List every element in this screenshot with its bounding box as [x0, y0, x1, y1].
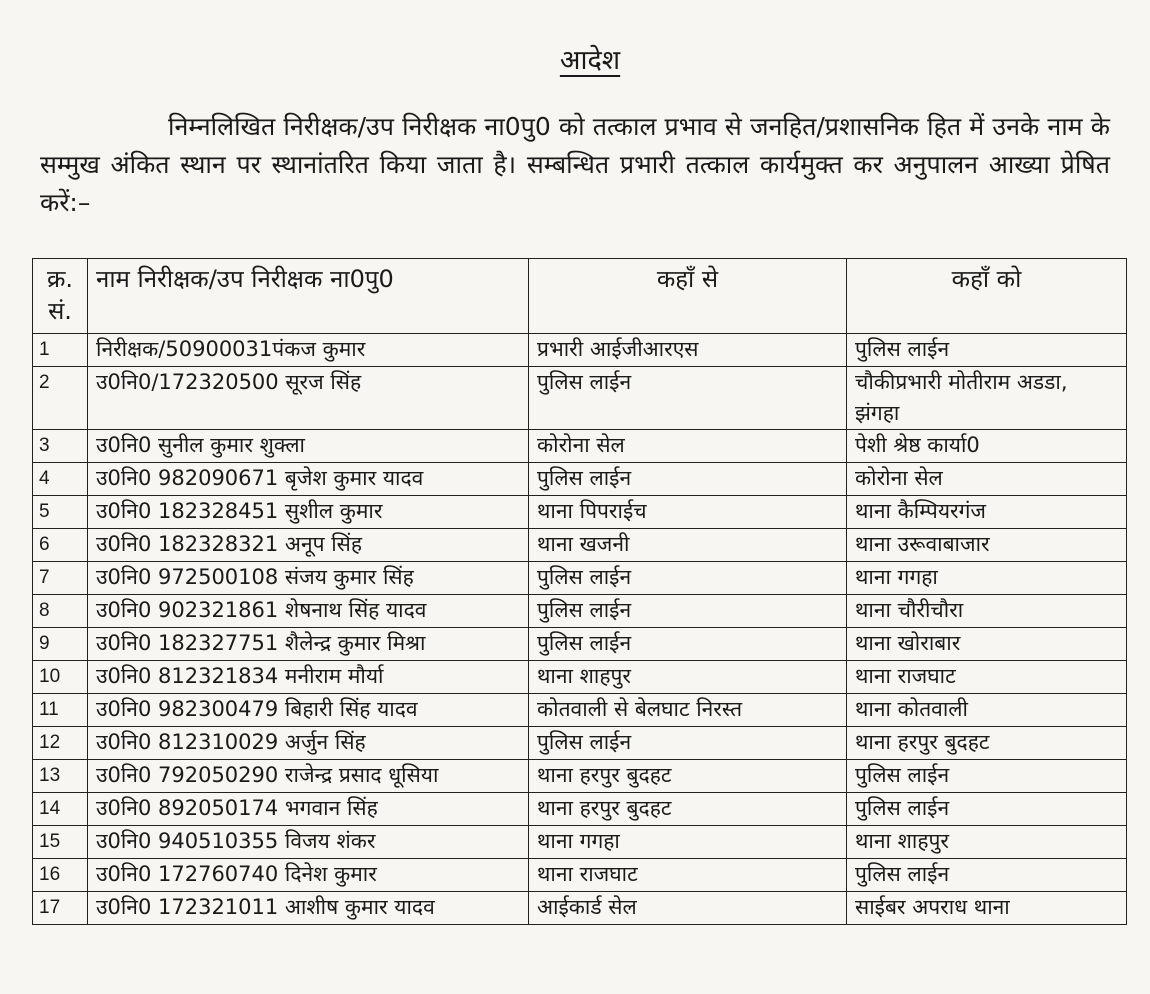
from-cell: प्रभारी आईजीआरएस: [529, 334, 847, 367]
from-cell: पुलिस लाईन: [529, 727, 847, 760]
to-cell: थाना हरपुर बुदहट: [847, 727, 1127, 760]
serial-cell: 5: [33, 496, 88, 529]
name-cell: उ0नि0 182328321 अनूप सिंह: [88, 529, 529, 562]
to-cell: थाना शाहपुर: [847, 826, 1127, 859]
name-cell: उ0नि0 812310029 अर्जुन सिंह: [88, 727, 529, 760]
from-cell: थाना शाहपुर: [529, 661, 847, 694]
to-cell: साईबर अपराध थाना: [847, 892, 1127, 925]
table-row: [33, 727, 1127, 760]
serial-cell: 9: [33, 628, 88, 661]
from-cell: पुलिस लाईन: [529, 463, 847, 496]
from-cell: थाना हरपुर बुदहट: [529, 793, 847, 826]
from-cell: थाना हरपुर बुदहट: [529, 760, 847, 793]
table-row: [33, 661, 1127, 694]
table-row: [33, 694, 1127, 727]
name-cell: उ0नि0 892050174 भगवान सिंह: [88, 793, 529, 826]
name-cell: उ0नि0 982090671 बृजेश कुमार यादव: [88, 463, 529, 496]
table-row: [33, 529, 1127, 562]
serial-cell: 1: [33, 334, 88, 367]
to-cell: कोरोना सेल: [847, 463, 1127, 496]
table-row: [33, 793, 1127, 826]
to-cell: थाना उरूवाबाजार: [847, 529, 1127, 562]
name-cell: उ0नि0 940510355 विजय शंकर: [88, 826, 529, 859]
header-serial: क्र. सं.: [33, 259, 88, 334]
from-cell: पुलिस लाईन: [529, 628, 847, 661]
serial-cell: 6: [33, 529, 88, 562]
serial-cell: 3: [33, 430, 88, 463]
serial-cell: 7: [33, 562, 88, 595]
table-row: [33, 859, 1127, 892]
header-from: कहाँ से: [529, 259, 847, 334]
table-row: [33, 826, 1127, 859]
from-cell: पुलिस लाईन: [529, 367, 847, 430]
from-cell: कोतवाली से बेलघाट निरस्त: [529, 694, 847, 727]
serial-cell: 11: [33, 694, 88, 727]
from-cell: थाना गगहा: [529, 826, 847, 859]
table-body: [33, 334, 1127, 925]
name-cell: उ0नि0 982300479 बिहारी सिंह यादव: [88, 694, 529, 727]
to-cell: थाना कैम्पियरगंज: [847, 496, 1127, 529]
table-row: [33, 628, 1127, 661]
serial-cell: 13: [33, 760, 88, 793]
table-row: [33, 595, 1127, 628]
page-title: आदेश: [559, 45, 621, 76]
name-cell: उ0नि0 792050290 राजेन्द्र प्रसाद धूसिया: [88, 760, 529, 793]
table-row: [33, 463, 1127, 496]
table-row: [33, 430, 1127, 463]
table-row: [33, 562, 1127, 595]
table-row: [33, 334, 1127, 367]
to-cell: थाना गगहा: [847, 562, 1127, 595]
serial-cell: 15: [33, 826, 88, 859]
table-header-row: [33, 259, 1127, 334]
serial-cell: 16: [33, 859, 88, 892]
serial-cell: 14: [33, 793, 88, 826]
table-row: [33, 496, 1127, 529]
from-cell: थाना पिपराईच: [529, 496, 847, 529]
to-cell: पेशी श्रेष्ठ कार्या0: [847, 430, 1127, 463]
name-cell: उ0नि0 182327751 शैलेन्द्र कुमार मिश्रा: [88, 628, 529, 661]
name-cell: उ0नि0 972500108 संजय कुमार सिंह: [88, 562, 529, 595]
name-cell: उ0नि0/172320500 सूरज सिंह: [88, 367, 529, 430]
from-cell: पुलिस लाईन: [529, 595, 847, 628]
from-cell: थाना खजनी: [529, 529, 847, 562]
name-cell: उ0नि0 182328451 सुशील कुमार: [88, 496, 529, 529]
name-cell: उ0नि0 902321861 शेषनाथ सिंह यादव: [88, 595, 529, 628]
from-cell: कोरोना सेल: [529, 430, 847, 463]
serial-cell: 17: [33, 892, 88, 925]
header-to: कहाँ को: [847, 259, 1127, 334]
to-cell: पुलिस लाईन: [847, 793, 1127, 826]
order-paragraph: निम्नलिखित निरीक्षक/उप निरीक्षक ना0पु0 को तत्काल प्रभाव से जनहित/प्रशासनिक हित में उनके नाम के सम्मुख अंकित स्थान पर स्थानांतरित किया जाता है। सम्बन्धित प्रभारी तत्काल कार्यमुक्त कर अनुपालन आख्या प्रेषित करें:–: [40, 112, 1110, 217]
to-cell: थाना खोराबार: [847, 628, 1127, 661]
name-cell: उ0नि0 812321834 मनीराम मौर्या: [88, 661, 529, 694]
to-cell: पुलिस लाईन: [847, 760, 1127, 793]
to-cell: थाना राजघाट: [847, 661, 1127, 694]
serial-cell: 8: [33, 595, 88, 628]
to-cell: थाना चौरीचौरा: [847, 595, 1127, 628]
serial-cell: 12: [33, 727, 88, 760]
header-name: नाम निरीक्षक/उप निरीक्षक ना0पु0: [88, 259, 529, 334]
from-cell: थाना राजघाट: [529, 859, 847, 892]
to-cell: चौकीप्रभारी मोतीराम अडडा, झंगहा: [847, 367, 1127, 430]
name-cell: उ0नि0 सुनील कुमार शुक्ला: [88, 430, 529, 463]
name-cell: उ0नि0 172760740 दिनेश कुमार: [88, 859, 529, 892]
name-cell: निरीक्षक/50900031पंकज कुमार: [88, 334, 529, 367]
serial-cell: 2: [33, 367, 88, 430]
from-cell: आईकार्ड सेल: [529, 892, 847, 925]
from-cell: पुलिस लाईन: [529, 562, 847, 595]
name-cell: उ0नि0 172321011 आशीष कुमार यादव: [88, 892, 529, 925]
serial-cell: 4: [33, 463, 88, 496]
table-row: [33, 760, 1127, 793]
to-cell: पुलिस लाईन: [847, 859, 1127, 892]
transfer-table: [32, 258, 1127, 925]
table-row: [33, 367, 1127, 430]
to-cell: थाना कोतवाली: [847, 694, 1127, 727]
serial-cell: 10: [33, 661, 88, 694]
table-row: [33, 892, 1127, 925]
to-cell: पुलिस लाईन: [847, 334, 1127, 367]
